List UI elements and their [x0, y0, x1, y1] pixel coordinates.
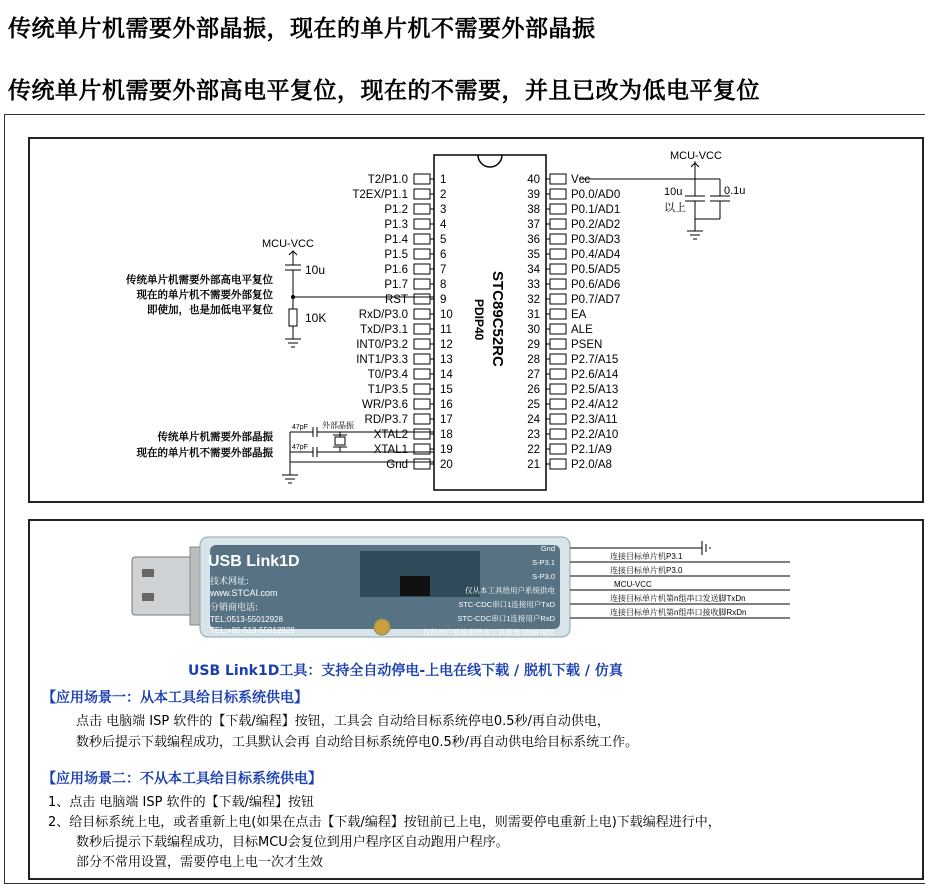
pin-number: 27 — [527, 369, 540, 381]
pin-name: T1/P3.5 — [367, 384, 408, 396]
chip-pin-left — [374, 444, 453, 456]
power-vcc-label: MCU-VCC — [670, 150, 722, 162]
device-info-2: 分销商电话: — [210, 603, 259, 613]
pin-name: P1.3 — [384, 219, 408, 231]
pin-name: P0.3/AD3 — [571, 234, 621, 246]
pin-label-5: STC-CDC串口1连接用户RxD — [457, 614, 555, 623]
pin-name: P2.2/A10 — [571, 429, 619, 441]
pin-number: 14 — [440, 369, 453, 381]
chip-pin-left — [386, 459, 453, 471]
pin-name: Gnd — [386, 459, 408, 471]
pin-number: 40 — [527, 174, 540, 186]
pin-label-6: 仅给用户系统供给本工具供电 User-Vcc — [422, 628, 555, 637]
pin-number: 30 — [527, 324, 540, 336]
chip-pin-left — [368, 369, 454, 381]
chip-pin-right — [527, 309, 586, 321]
pin-name: WR/P3.6 — [361, 399, 408, 411]
pin-name: T0/P3.4 — [367, 369, 408, 381]
pin-name: P0.4/AD4 — [571, 249, 621, 261]
scene1-line-2: 数秒后提示下载编程成功，工具默认会再 自动给目标系统停电0.5秒/再自动供电给目标系统工作。 — [76, 735, 639, 750]
heading-crystal: 传统单片机需要外部晶振，现在的单片机不需要外部晶振 — [8, 16, 596, 42]
schematic-frame — [28, 137, 924, 503]
usb-plug-metal — [132, 557, 192, 615]
pin-number: 21 — [527, 459, 540, 471]
pin-number: 33 — [527, 279, 540, 291]
pin-name: P2.7/A15 — [571, 354, 619, 366]
pin-label-2: S-P3.0 — [532, 572, 555, 581]
pin-note-4: 连接目标单片机第n组串口接收脚RxDn — [610, 608, 747, 617]
scene2-line-1: 1、点击 电脑端 ISP 软件的【下载/编程】按钮 — [48, 795, 314, 810]
pin-name: P1.2 — [384, 204, 408, 216]
pin-name: INT0/P3.2 — [356, 339, 408, 351]
reset-note-1: 传统单片机需要外部高电平复位 — [126, 274, 273, 286]
chip-pin-right — [527, 324, 593, 336]
pin-number: 20 — [440, 459, 453, 471]
chip-pin-left — [365, 414, 453, 426]
pin-number: 4 — [440, 219, 447, 231]
pin-label-1: S-P3.1 — [532, 558, 555, 567]
pin-name: P1.4 — [384, 234, 408, 246]
pin-number: 16 — [440, 399, 453, 411]
pin-number: 29 — [527, 339, 540, 351]
chip-package: PDIP40 — [472, 299, 486, 341]
crystal-cap-top: 47pF — [292, 424, 308, 431]
pin-number: 39 — [527, 189, 540, 201]
pin-number: 26 — [527, 384, 540, 396]
pin-name: ALE — [571, 324, 593, 336]
device-info-1: www.STCAI.com — [210, 588, 278, 598]
pin-name: PSEN — [571, 339, 603, 351]
reset-cap: 10u — [305, 263, 326, 277]
power-cap-a-note: 以上 — [664, 201, 686, 214]
power-cap-b: 0.1u — [724, 185, 746, 197]
pin-number: 23 — [527, 429, 540, 441]
reset-vcc-label: MCU-VCC — [262, 238, 314, 250]
pin-number: 38 — [527, 204, 540, 216]
usb-tool-frame — [28, 519, 924, 880]
pin-name: P0.1/AD1 — [571, 204, 621, 216]
pin-number: 10 — [440, 309, 453, 321]
scene2-line-2: 2、给目标系统上电，或者重新上电(如果在点击【下载/编程】按钮前已上电，则需要停电重新上电)下载编程进行中， — [48, 815, 721, 830]
pin-name: P2.1/A9 — [571, 444, 612, 456]
pin-name: INT1/P3.3 — [356, 354, 408, 366]
pin-number: 24 — [527, 414, 540, 426]
reset-note-2: 现在的单片机不需要外部复位 — [136, 289, 273, 301]
chip-pin-right — [527, 174, 590, 186]
heading-reset: 传统单片机需要外部高电平复位，现在的不需要，并且已改为低电平复位 — [8, 78, 760, 104]
pin-label-0: Gnd — [540, 544, 555, 553]
pin-number: 9 — [440, 294, 447, 306]
chip-name: STC89C52RC — [489, 271, 506, 367]
crystal-note-1: 传统单片机需要外部晶振 — [157, 431, 273, 443]
pin-name: RxD/P3.0 — [358, 309, 408, 321]
pin-number: 25 — [527, 399, 540, 411]
pin-name: P2.6/A14 — [571, 369, 619, 381]
pin-name: P0.6/AD6 — [571, 279, 621, 291]
pin-name: P1.6 — [384, 264, 408, 276]
chip-pin-right — [527, 444, 612, 456]
pin-name: P0.2/AD2 — [571, 219, 621, 231]
pin-number: 11 — [440, 324, 452, 336]
device-title: USB Link1D — [208, 553, 300, 570]
chip-pin-left — [374, 429, 453, 441]
crystal-label: 外部晶振 — [322, 421, 354, 430]
usb-caption: USB Link1D工具：支持全自动停电-上电在线下载 / 脱机下载 / 仿真 — [188, 663, 623, 679]
pin-number: 22 — [527, 444, 540, 456]
chip-pin-left — [368, 384, 453, 396]
pin-number: 12 — [440, 339, 453, 351]
pin-number: 3 — [440, 204, 447, 216]
pin-name: P0.5/AD5 — [571, 264, 621, 276]
pin-number: 13 — [440, 354, 453, 366]
pin-number: 6 — [440, 249, 447, 261]
device-info-0: 技术网址: — [210, 577, 250, 587]
pin-note-0: 连接目标单片机P3.1 — [610, 552, 683, 561]
pin-number: 7 — [440, 264, 447, 276]
chip-pin-left — [352, 189, 446, 201]
pin-note-1: 连接目标单片机P3.0 — [610, 566, 683, 575]
pin-name: P1.7 — [384, 279, 408, 291]
pin-note-2: MCU-VCC — [614, 580, 652, 589]
pin-number: 1 — [440, 174, 447, 186]
pin-name: P2.4/A12 — [571, 399, 619, 411]
scene1-title: 【应用场景一：从本工具给目标系统供电】 — [42, 690, 308, 706]
usb-link1d-illustration — [30, 521, 922, 651]
pin-label-3: 仅从本工具给用户系统供电 — [465, 586, 555, 595]
reset-note-3: 即使加，也是加低电平复位 — [147, 304, 273, 316]
pin-number: 36 — [527, 234, 540, 246]
pin-note-3: 连接目标单片机第n组串口发送脚TxDn — [610, 594, 746, 603]
pin-name: P2.5/A13 — [571, 384, 619, 396]
pin-name: RST — [385, 294, 408, 306]
device-info-4: TEL:+86-513-55012928 — [210, 626, 295, 635]
pin-name: XTAL2 — [373, 429, 408, 441]
power-cap-a: 10u — [664, 186, 683, 198]
chip-pin-right — [527, 339, 602, 351]
scene1-line-1: 点击 电脑端 ISP 软件的【下载/编程】按钮，工具会 自动给目标系统停电0.5秒/再自动供电， — [76, 714, 610, 729]
pin-name: P2.3/A11 — [571, 414, 618, 426]
pin-name: P0.0/AD0 — [571, 189, 621, 201]
schematic-diagram — [30, 139, 922, 501]
pin-number: 28 — [527, 354, 540, 366]
device-info-3: TEL:0513-55012928 — [210, 615, 283, 624]
pin-number: 2 — [440, 189, 447, 201]
pin-number: 31 — [527, 309, 540, 321]
pin-label-4: STC-CDC串口1连接用户TxD — [458, 600, 555, 609]
pin-number: 15 — [440, 384, 453, 396]
scene2-line-3: 数秒后提示下载编程成功，目标MCU会复位到用户程序区自动跑用户程序。 — [76, 835, 509, 850]
chip-pin-left — [362, 399, 453, 411]
crystal-note-2: 现在的单片机不需要外部晶振 — [136, 447, 273, 459]
reset-res: 10K — [305, 311, 327, 325]
chip-pin-right — [527, 459, 612, 471]
pin-name: XTAL1 — [373, 444, 408, 456]
pin-name: RD/P3.7 — [364, 414, 408, 426]
pin-name: TxD/P3.1 — [360, 324, 408, 336]
pin-name: EA — [571, 309, 587, 321]
pin-name: P2.0/A8 — [571, 459, 612, 471]
pin-name: T2/P1.0 — [367, 174, 408, 186]
pin-name: T2EX/P1.1 — [352, 189, 408, 201]
crystal-cap-bottom: 47pF — [292, 444, 308, 451]
pin-name: P0.7/AD7 — [571, 294, 621, 306]
scene2-line-4: 部分不常用设置，需要停电上电一次才生效 — [76, 855, 324, 870]
pin-number: 34 — [527, 264, 540, 276]
pin-number: 37 — [527, 219, 540, 231]
pin-number: 8 — [440, 279, 447, 291]
pin-number: 35 — [527, 249, 540, 261]
pin-number: 18 — [440, 429, 453, 441]
pin-number: 19 — [440, 444, 453, 456]
pin-name: Vcc — [571, 174, 591, 186]
pin-number: 17 — [440, 414, 453, 426]
pin-number: 32 — [527, 294, 540, 306]
scene2-title: 【应用场景二：不从本工具给目标系统供电】 — [42, 771, 322, 787]
pin-name: P1.5 — [384, 249, 408, 261]
pin-number: 5 — [440, 234, 447, 246]
